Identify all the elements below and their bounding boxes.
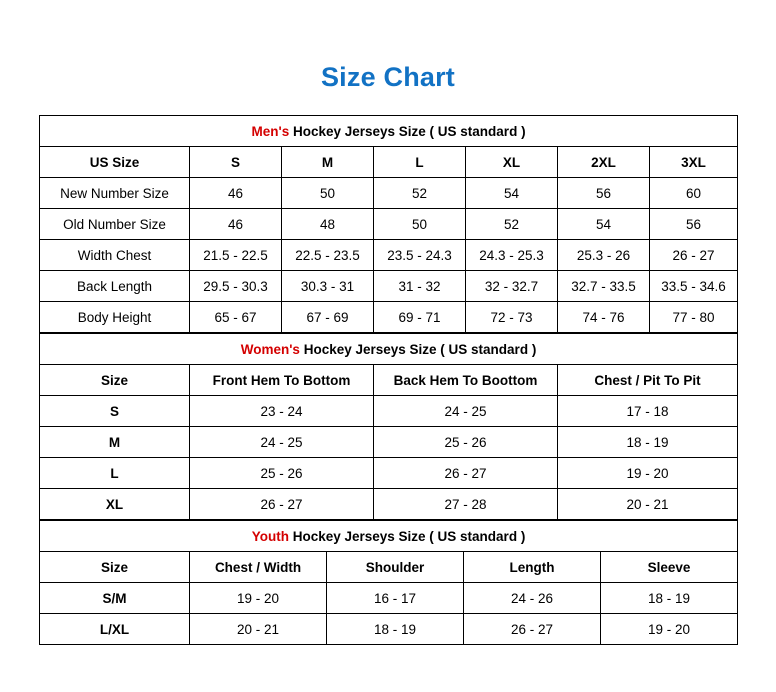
mens-size-table bbox=[39, 115, 738, 333]
youth-r0-c1: 19 - 20 bbox=[190, 583, 327, 614]
youth-header-2: Shoulder bbox=[327, 552, 464, 583]
table-banner-row bbox=[40, 521, 738, 552]
youth-banner-accent: Youth bbox=[251, 528, 289, 544]
table-row bbox=[40, 427, 738, 458]
youth-r0-c3: 24 - 26 bbox=[464, 583, 601, 614]
womens-r1-c1: 24 - 25 bbox=[190, 427, 374, 458]
mens-r0-c0: New Number Size bbox=[40, 178, 190, 209]
womens-r1-c3: 18 - 19 bbox=[558, 427, 738, 458]
youth-header-0: Size bbox=[40, 552, 190, 583]
youth-r1-c4: 19 - 20 bbox=[601, 614, 738, 645]
womens-r2-c0: L bbox=[40, 458, 190, 489]
youth-r0-c0: S/M bbox=[40, 583, 190, 614]
womens-r3-c0: XL bbox=[40, 489, 190, 520]
size-chart-tables bbox=[39, 115, 737, 645]
mens-r0-c5: 56 bbox=[558, 178, 650, 209]
table-banner-row bbox=[40, 334, 738, 365]
womens-header-0: Size bbox=[40, 365, 190, 396]
mens-r3-c1: 29.5 - 30.3 bbox=[190, 271, 282, 302]
table-header-row bbox=[40, 552, 738, 583]
mens-r0-c4: 54 bbox=[466, 178, 558, 209]
youth-banner bbox=[40, 521, 738, 552]
table-row bbox=[40, 458, 738, 489]
womens-r3-c3: 20 - 21 bbox=[558, 489, 738, 520]
mens-r1-c6: 56 bbox=[650, 209, 738, 240]
youth-r1-c3: 26 - 27 bbox=[464, 614, 601, 645]
mens-r3-c2: 30.3 - 31 bbox=[282, 271, 374, 302]
table-row bbox=[40, 271, 738, 302]
womens-banner-rest: Hockey Jerseys Size ( US standard ) bbox=[299, 341, 537, 357]
mens-r1-c3: 50 bbox=[374, 209, 466, 240]
mens-r1-c4: 52 bbox=[466, 209, 558, 240]
mens-banner bbox=[40, 116, 738, 147]
youth-r0-c2: 16 - 17 bbox=[327, 583, 464, 614]
womens-r3-c2: 27 - 28 bbox=[374, 489, 558, 520]
youth-header-1: Chest / Width bbox=[190, 552, 327, 583]
mens-r2-c4: 24.3 - 25.3 bbox=[466, 240, 558, 271]
mens-r4-c6: 77 - 80 bbox=[650, 302, 738, 333]
mens-r4-c0: Body Height bbox=[40, 302, 190, 333]
womens-r0-c2: 24 - 25 bbox=[374, 396, 558, 427]
youth-r1-c2: 18 - 19 bbox=[327, 614, 464, 645]
womens-banner-accent: Women's bbox=[240, 341, 300, 357]
mens-r0-c1: 46 bbox=[190, 178, 282, 209]
mens-r1-c1: 46 bbox=[190, 209, 282, 240]
mens-header-1: S bbox=[190, 147, 282, 178]
womens-r2-c3: 19 - 20 bbox=[558, 458, 738, 489]
mens-r4-c2: 67 - 69 bbox=[282, 302, 374, 333]
mens-r0-c6: 60 bbox=[650, 178, 738, 209]
mens-r1-c0: Old Number Size bbox=[40, 209, 190, 240]
youth-r1-c0: L/XL bbox=[40, 614, 190, 645]
table-header-row bbox=[40, 147, 738, 178]
table-row bbox=[40, 614, 738, 645]
youth-header-3: Length bbox=[464, 552, 601, 583]
table-header-row bbox=[40, 365, 738, 396]
womens-size-table bbox=[39, 333, 738, 520]
womens-header-1: Front Hem To Bottom bbox=[190, 365, 374, 396]
mens-r3-c0: Back Length bbox=[40, 271, 190, 302]
mens-r2-c0: Width Chest bbox=[40, 240, 190, 271]
mens-header-2: M bbox=[282, 147, 374, 178]
mens-r4-c3: 69 - 71 bbox=[374, 302, 466, 333]
mens-header-3: L bbox=[374, 147, 466, 178]
mens-r4-c1: 65 - 67 bbox=[190, 302, 282, 333]
mens-header-0: US Size bbox=[40, 147, 190, 178]
womens-r0-c3: 17 - 18 bbox=[558, 396, 738, 427]
mens-r2-c2: 22.5 - 23.5 bbox=[282, 240, 374, 271]
womens-r2-c2: 26 - 27 bbox=[374, 458, 558, 489]
mens-r3-c4: 32 - 32.7 bbox=[466, 271, 558, 302]
mens-r2-c1: 21.5 - 22.5 bbox=[190, 240, 282, 271]
womens-r2-c1: 25 - 26 bbox=[190, 458, 374, 489]
mens-header-6: 3XL bbox=[650, 147, 738, 178]
womens-r1-c2: 25 - 26 bbox=[374, 427, 558, 458]
womens-header-2: Back Hem To Boottom bbox=[374, 365, 558, 396]
womens-r3-c1: 26 - 27 bbox=[190, 489, 374, 520]
page-title: Size Chart bbox=[320, 62, 456, 92]
youth-banner-rest: Hockey Jerseys Size ( US standard ) bbox=[288, 528, 526, 544]
mens-header-4: XL bbox=[466, 147, 558, 178]
mens-r4-c5: 74 - 76 bbox=[558, 302, 650, 333]
table-row bbox=[40, 489, 738, 520]
youth-header-4: Sleeve bbox=[601, 552, 738, 583]
mens-r2-c5: 25.3 - 26 bbox=[558, 240, 650, 271]
table-row bbox=[40, 178, 738, 209]
mens-header-5: 2XL bbox=[558, 147, 650, 178]
youth-size-table bbox=[39, 520, 738, 645]
mens-banner-rest: Hockey Jerseys Size ( US standard ) bbox=[289, 123, 526, 139]
womens-r1-c0: M bbox=[40, 427, 190, 458]
mens-r1-c2: 48 bbox=[282, 209, 374, 240]
mens-r0-c2: 50 bbox=[282, 178, 374, 209]
youth-r0-c4: 18 - 19 bbox=[601, 583, 738, 614]
table-row bbox=[40, 240, 738, 271]
mens-r3-c5: 32.7 - 33.5 bbox=[558, 271, 650, 302]
womens-r0-c1: 23 - 24 bbox=[190, 396, 374, 427]
womens-banner bbox=[40, 334, 738, 365]
mens-r3-c6: 33.5 - 34.6 bbox=[650, 271, 738, 302]
table-row bbox=[40, 396, 738, 427]
mens-banner-accent: Men's bbox=[251, 123, 290, 139]
youth-r1-c1: 20 - 21 bbox=[190, 614, 327, 645]
table-row bbox=[40, 209, 738, 240]
mens-r0-c3: 52 bbox=[374, 178, 466, 209]
womens-r0-c0: S bbox=[40, 396, 190, 427]
mens-r3-c3: 31 - 32 bbox=[374, 271, 466, 302]
table-row bbox=[40, 302, 738, 333]
mens-r2-c6: 26 - 27 bbox=[650, 240, 738, 271]
mens-r4-c4: 72 - 73 bbox=[466, 302, 558, 333]
table-banner-row bbox=[40, 116, 738, 147]
mens-r1-c5: 54 bbox=[558, 209, 650, 240]
womens-header-3: Chest / Pit To Pit bbox=[558, 365, 738, 396]
mens-r2-c3: 23.5 - 24.3 bbox=[374, 240, 466, 271]
table-row bbox=[40, 583, 738, 614]
